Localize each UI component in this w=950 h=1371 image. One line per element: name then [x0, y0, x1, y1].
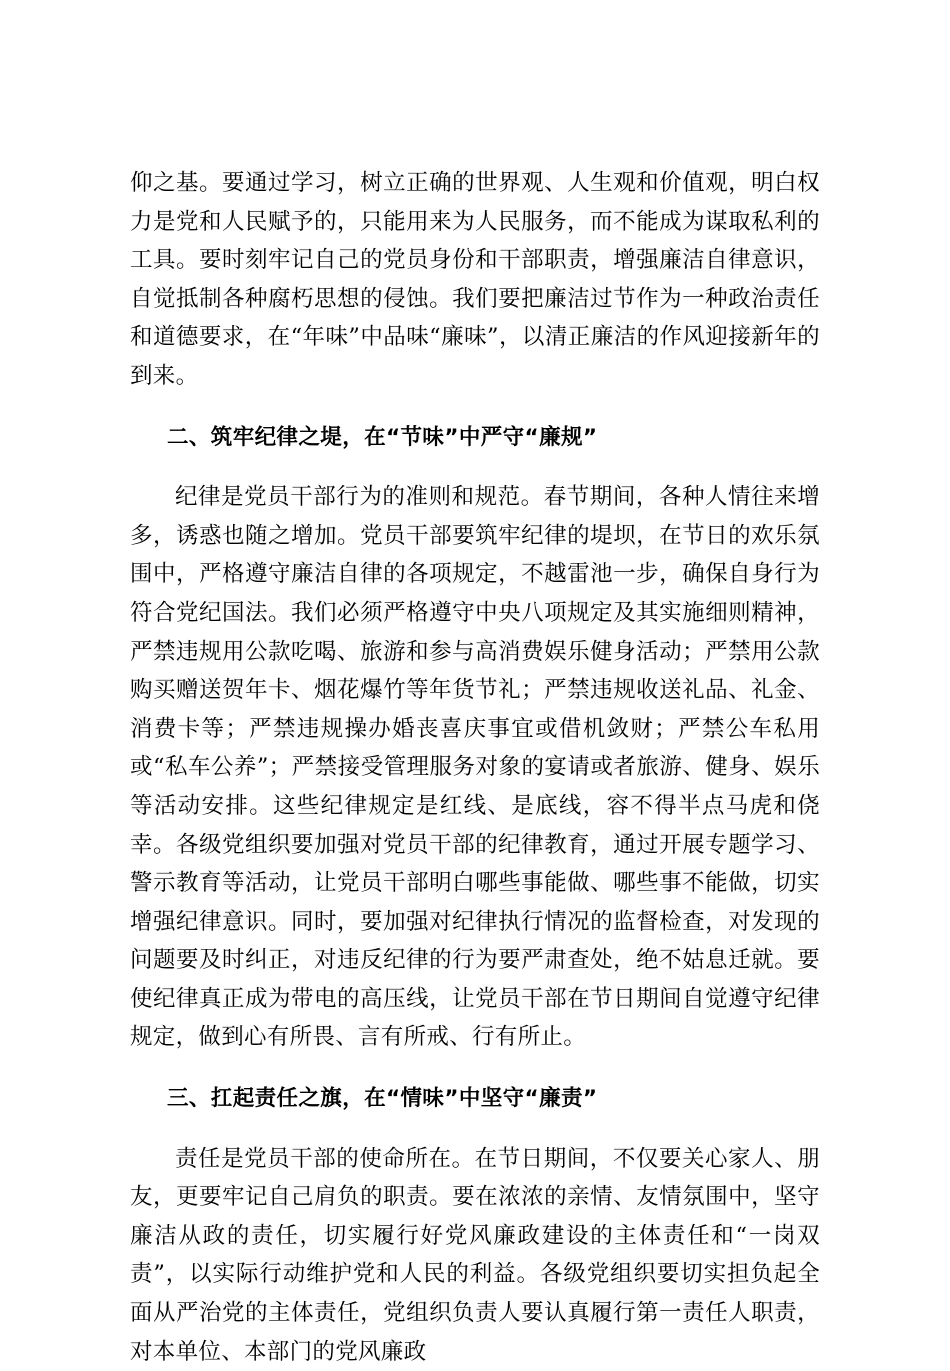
- body-paragraph-1: 仰之基。要通过学习，树立正确的世界观、人生观和价值观，明白权力是党和人民赋予的，只能用来为人民服务，而不能成为谋取私利的工具。要时刻牢记自己的党员身份和干部职责，增强廉洁自律意识，自觉抵制各种腐朽思想的侵蚀。我们要把廉洁过节作为一种政治责任和道德要求，在“年味”中品味“廉味”，以清正廉洁的作风迎接新年的到来。: [130, 170, 820, 389]
- spacer: [130, 1057, 820, 1080]
- spacer: [130, 457, 820, 478]
- section-heading-3: 三、扛起责任之旗，在“情味”中坚守“廉责”: [167, 1086, 598, 1112]
- body-paragraph-2: 纪律是党员干部行为的准则和规范。春节期间，各种人情往来增多，诱惑也随之增加。党员干部要筑牢纪律的堤坝，在节日的欢乐氛围中，严格遵守廉洁自律的各项规定，不越雷池一步，确保自身行为符合党纪国法。我们必须严格遵守中央八项规定及其实施细则精神，严禁违规用公款吃喝、旅游和参与高消费娱乐健身活动；严禁用公款购买赠送贺年卡、烟花爆竹等年货节礼；严禁违规收送礼品、礼金、消费卡等；严禁违规操办婚丧喜庆事宜或借机敛财；严禁公车私用或“私车公养”；严禁接受管理服务对象的宴请或者旅游、健身、娱乐等活动安排。这些纪律规定是红线、是底线，容不得半点马虎和侥幸。各级党组织要加强对党员干部的纪律教育，通过开展专题学习、警示教育等活动，让党员干部明白哪些事能做、哪些事不能做，切实增强纪律意识。同时，要加强对纪律执行情况的监督检查，对发现的问题要及时纠正，对违反纪律的行为要严肃查处，绝不姑息迁就。要使纪律真正成为带电的高压线，让党员干部在节日期间自觉遵守纪律规定，做到心有所畏、言有所戒、行有所止。: [130, 484, 820, 1051]
- spacer: [130, 1119, 820, 1140]
- section-heading-2: 二、筑牢纪律之堤，在“节味”中严守“廉规”: [167, 424, 598, 450]
- document-page: [130, 164, 820, 1371]
- body-paragraph-3: 责任是党员干部的使命所在。在节日期间，不仅要关心家人、朋友，更要牢记自己肩负的职责。要在浓浓的亲情、友情氛围中，坚守廉洁从政的责任，切实履行好党风廉政建设的主体责任和“一岗双责”，以实际行动维护党和人民的利益。各级党组织要切实担负起全面从严治党的主体责任，党组织负责人要认真履行第一责任人职责，对本单位、本部门的党风廉政: [130, 1145, 820, 1365]
- spacer: [130, 396, 820, 419]
